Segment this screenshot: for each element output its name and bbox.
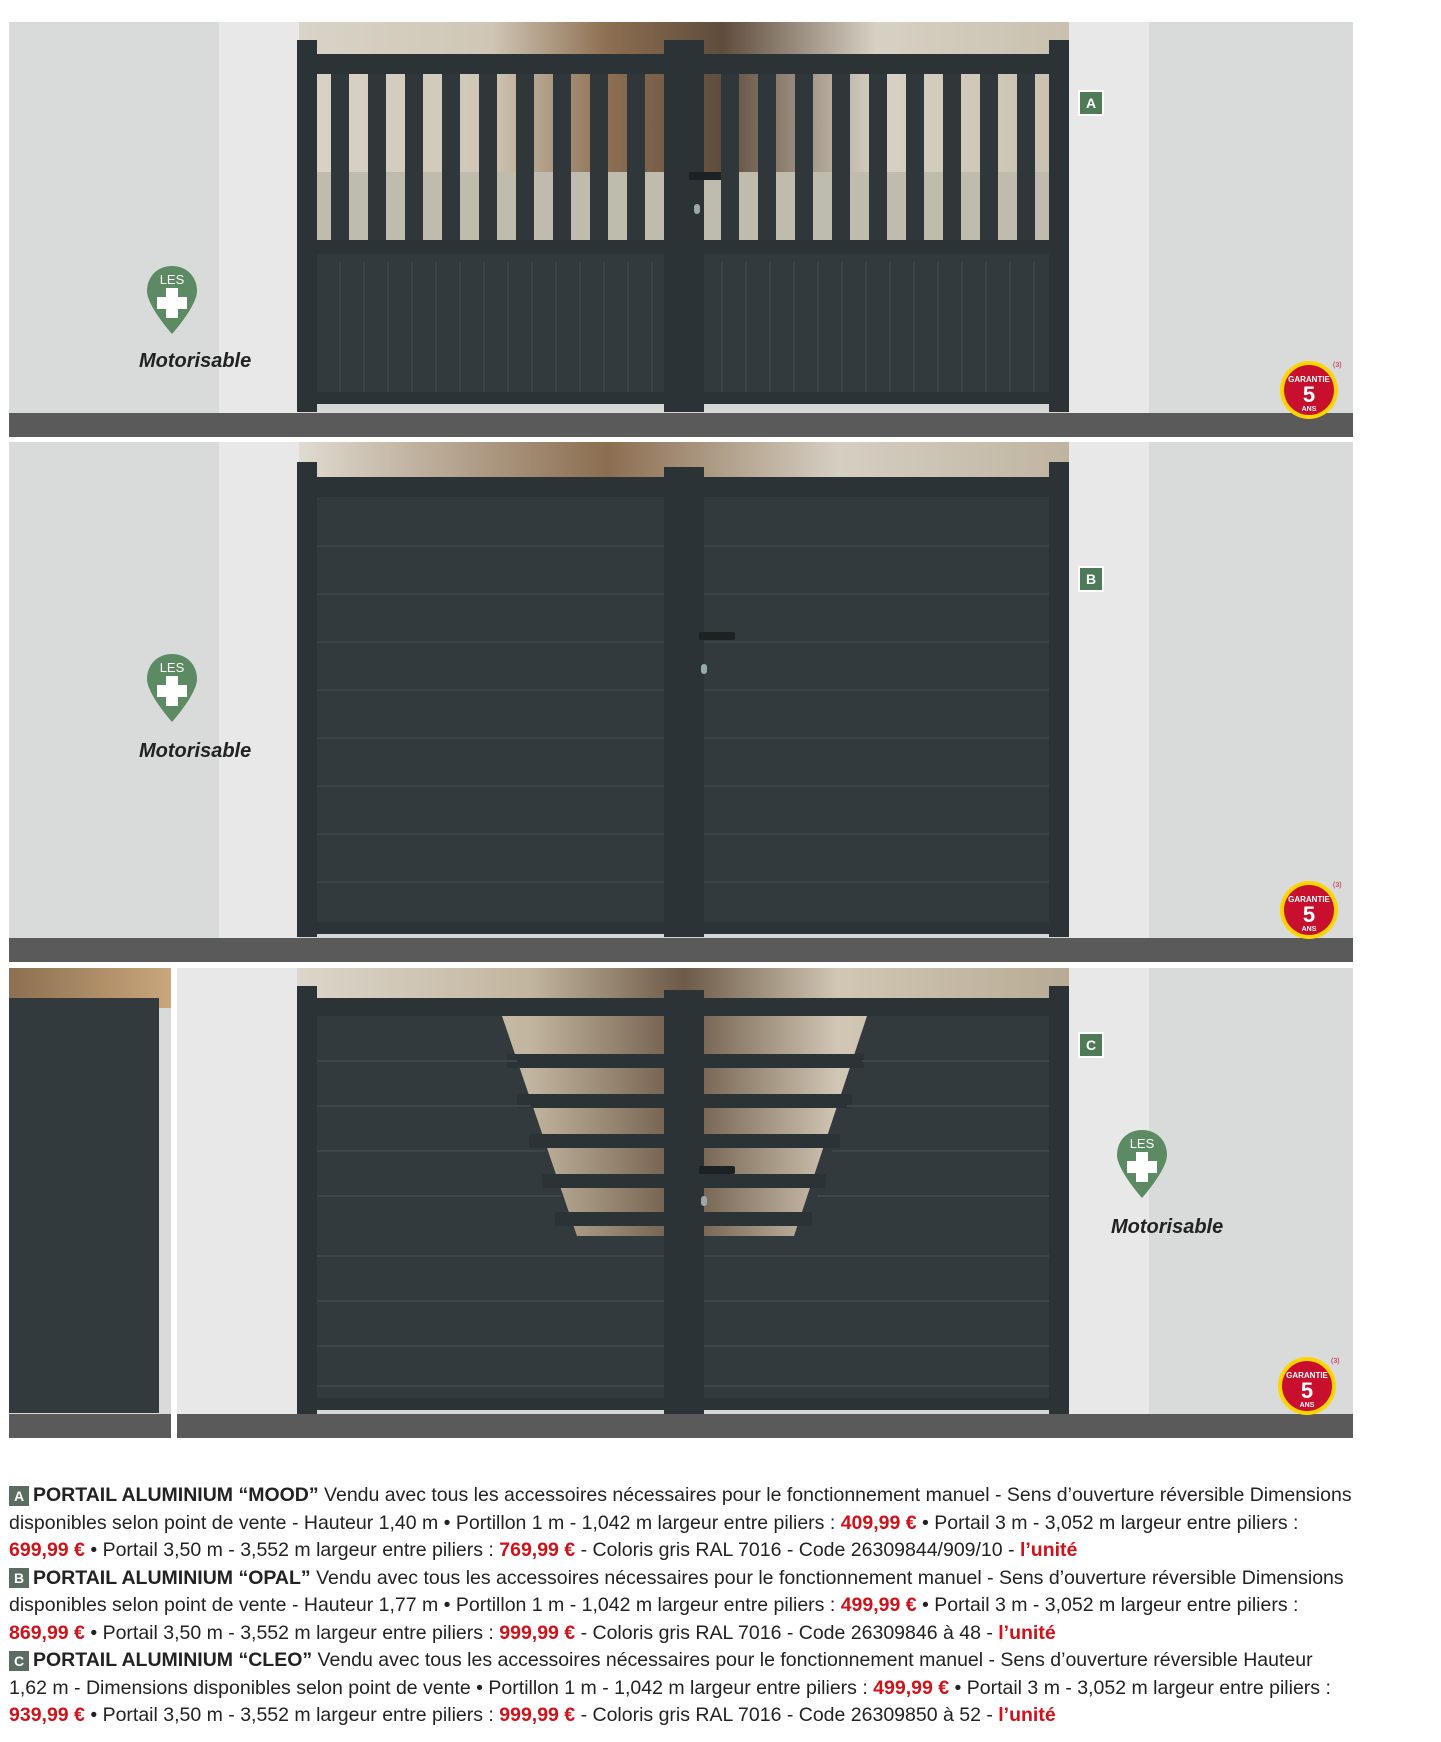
gate-slat xyxy=(793,262,795,392)
product-text: - Coloris gris RAL 7016 - Code 26309850 à 52 - xyxy=(575,1704,999,1726)
gate-slat xyxy=(817,262,819,392)
product-text: Vendu avec tous les accessoires nécessaires pour le fonctionnement manuel - Sens d’ouverture réversible Dimensions disponibles selon point de vente - Hauteur 1,40 m • Portillon 1 m - 1,042 m largeur entre piliers : xyxy=(9,1484,1352,1534)
gate-panel-line xyxy=(704,833,1049,835)
price: 499,99 € xyxy=(873,1676,950,1699)
product-description-a xyxy=(9,1482,1353,1565)
plus-pin-label: LES xyxy=(1129,1136,1155,1151)
price: 869,99 € xyxy=(9,1621,85,1644)
location-plus-icon xyxy=(144,264,200,336)
gate-panel-line xyxy=(704,737,1049,739)
gate-slat xyxy=(961,262,963,392)
product-text: • Portail 3 m - 3,052 m largeur entre piliers : xyxy=(949,1676,1331,1699)
price: 999,99 € xyxy=(499,1704,576,1726)
product-photo-b xyxy=(9,442,1353,962)
label-tag-a: A xyxy=(1078,90,1104,116)
product-title-c: PORTAIL ALUMINIUM “CLEO” xyxy=(33,1649,313,1671)
gate-slat xyxy=(531,262,533,392)
badge-num: 5 xyxy=(1302,902,1316,927)
gate-slat xyxy=(869,74,887,240)
gate-slat xyxy=(405,74,423,240)
badge-top: GARANTIE xyxy=(1288,375,1330,384)
badge-num: 5 xyxy=(1300,1378,1314,1403)
gate-slat xyxy=(1009,262,1011,392)
gate-detail-inset xyxy=(9,968,171,1438)
gate-slat xyxy=(832,74,850,240)
gate-panel-line xyxy=(704,593,1049,595)
gate-slat xyxy=(516,74,534,240)
gate-c-panels xyxy=(317,1016,1049,1406)
location-plus-icon xyxy=(1114,1128,1170,1200)
price: 999,99 € xyxy=(499,1621,576,1644)
gate-slat xyxy=(603,262,605,392)
gate-slat xyxy=(651,262,653,392)
product-text: Vendu avec tous les accessoires nécessaires pour le fonctionnement manuel - Sens d’ouverture réversible Hauteur 1,62 m - Dimensions disponibles selon point de vente • Portillon 1 m - 1,042 m largeur entre piliers : xyxy=(9,1649,1313,1699)
gate-slat xyxy=(1017,74,1035,240)
product-text: • Portail 3 m - 3,052 m largeur entre piliers : xyxy=(916,1511,1299,1534)
unit-label: l’unité xyxy=(998,1704,1056,1726)
badge-num: 5 xyxy=(1302,382,1316,407)
plus-pin-c xyxy=(1107,1128,1177,1200)
gate-panel-line xyxy=(317,881,664,883)
gate-slat xyxy=(758,74,776,240)
badge-note: (3) xyxy=(1331,1358,1340,1365)
badge-top: GARANTIE xyxy=(1288,895,1330,904)
gate-slat xyxy=(442,74,460,240)
warranty-badge-a xyxy=(1279,360,1342,420)
gate-slat xyxy=(579,262,581,392)
gate-slat xyxy=(865,262,867,392)
gate-panel-line xyxy=(704,785,1049,787)
gate-slat xyxy=(721,262,723,392)
unit-label: l’unité xyxy=(1019,1539,1078,1561)
gate-slat xyxy=(555,262,557,392)
product-description-b xyxy=(9,1565,1353,1648)
gate-slat xyxy=(841,262,843,392)
gate-slat xyxy=(627,262,629,392)
price: 499,99 € xyxy=(840,1594,917,1616)
gate-panel-line xyxy=(704,881,1049,883)
motorisable-label-a: Motorisable xyxy=(139,350,252,372)
product-text: Vendu avec tous les accessoires nécessaires pour le fonctionnement manuel - Sens d’ouverture réversible Dimensions disponibles selon point de vente - Hauteur 1,77 m • Portillon 1 m - 1,042 m largeur entre piliers : xyxy=(9,1566,1344,1616)
price: 699,99 € xyxy=(9,1539,85,1561)
product-photo-c xyxy=(9,968,1353,1438)
gate-slat xyxy=(627,74,645,240)
product-photo-a xyxy=(9,22,1353,437)
gate-slat xyxy=(889,262,891,392)
badge-top: GARANTIE xyxy=(1286,1371,1328,1380)
product-text: - Coloris gris RAL 7016 - Code 26309844/909/10 - xyxy=(575,1539,1020,1561)
plus-pin-a xyxy=(137,264,207,336)
gate-slat xyxy=(331,74,349,240)
product-description-c xyxy=(9,1647,1353,1730)
gate-panel-line xyxy=(317,641,664,643)
plus-pin-b xyxy=(137,652,207,724)
badge-note: (3) xyxy=(1333,362,1342,369)
gate-panel-line xyxy=(704,689,1049,691)
gate-slat xyxy=(985,262,987,392)
product-text: • Portail 3,50 m - 3,552 m largeur entre piliers : xyxy=(84,1621,500,1644)
gate-slat xyxy=(721,74,739,240)
gate-slat xyxy=(906,74,924,240)
price: 409,99 € xyxy=(840,1511,917,1534)
gate-slat xyxy=(479,74,497,240)
gate-slat xyxy=(435,262,437,392)
location-plus-icon xyxy=(144,652,200,724)
product-title-b: PORTAIL ALUMINIUM “OPAL” xyxy=(33,1566,311,1589)
product-title-a: PORTAIL ALUMINIUM “MOOD” xyxy=(33,1484,319,1506)
gate-panel-line xyxy=(317,593,664,595)
product-text: - Coloris gris RAL 7016 - Code 26309846 à 48 - xyxy=(575,1621,999,1644)
badge-bottom: ANS xyxy=(1299,1402,1315,1409)
gate-panel-line xyxy=(317,689,664,691)
gate-slat xyxy=(980,74,998,240)
gate-slat xyxy=(411,262,413,392)
motorisable-label-c: Motorisable xyxy=(1111,1216,1224,1238)
gate-panel-line xyxy=(317,785,664,787)
badge-note: (3) xyxy=(1333,882,1342,889)
label-tag-b: B xyxy=(1078,566,1104,592)
gate-panel-line xyxy=(317,737,664,739)
gate-slat xyxy=(937,262,939,392)
gate-panel-line xyxy=(704,641,1049,643)
price: 939,99 € xyxy=(9,1704,85,1726)
gate-slat xyxy=(769,262,771,392)
gate-slat xyxy=(943,74,961,240)
motorisable-label-b: Motorisable xyxy=(139,740,252,762)
unit-label: l’unité xyxy=(998,1621,1056,1644)
plus-pin-label: LES xyxy=(159,272,185,287)
gate-panel-line xyxy=(704,545,1049,547)
plus-pin-label: LES xyxy=(159,660,185,675)
gate-slat xyxy=(913,262,915,392)
gate-slat xyxy=(387,262,389,392)
gate-slat xyxy=(1033,262,1035,392)
product-letter-c: C xyxy=(9,1651,29,1671)
gate-slat xyxy=(507,262,509,392)
price: 769,99 € xyxy=(499,1539,576,1561)
product-letter-b: B xyxy=(9,1568,29,1588)
gate-slat xyxy=(795,74,813,240)
product-text: • Portail 3 m - 3,052 m largeur entre piliers : xyxy=(916,1594,1299,1616)
gate-slat xyxy=(363,262,365,392)
badge-bottom: ANS xyxy=(1301,926,1317,933)
label-tag-c: C xyxy=(1078,1032,1104,1058)
product-letter-a: A xyxy=(9,1486,29,1506)
gate-slat xyxy=(368,74,386,240)
gate-panel-line xyxy=(317,545,664,547)
gate-panel-line xyxy=(317,833,664,835)
gate-slat xyxy=(459,262,461,392)
warranty-badge-c xyxy=(1277,1356,1340,1416)
gate-slat xyxy=(553,74,571,240)
badge-bottom: ANS xyxy=(1301,406,1317,413)
gate-slat xyxy=(745,262,747,392)
product-text: • Portail 3,50 m - 3,552 m largeur entre piliers : xyxy=(84,1539,500,1561)
product-descriptions xyxy=(9,1482,1353,1730)
product-text: • Portail 3,50 m - 3,552 m largeur entre piliers : xyxy=(84,1704,500,1726)
gate-slat xyxy=(339,262,341,392)
gate-slat xyxy=(483,262,485,392)
gate-slat xyxy=(590,74,608,240)
warranty-badge-b xyxy=(1279,880,1342,940)
